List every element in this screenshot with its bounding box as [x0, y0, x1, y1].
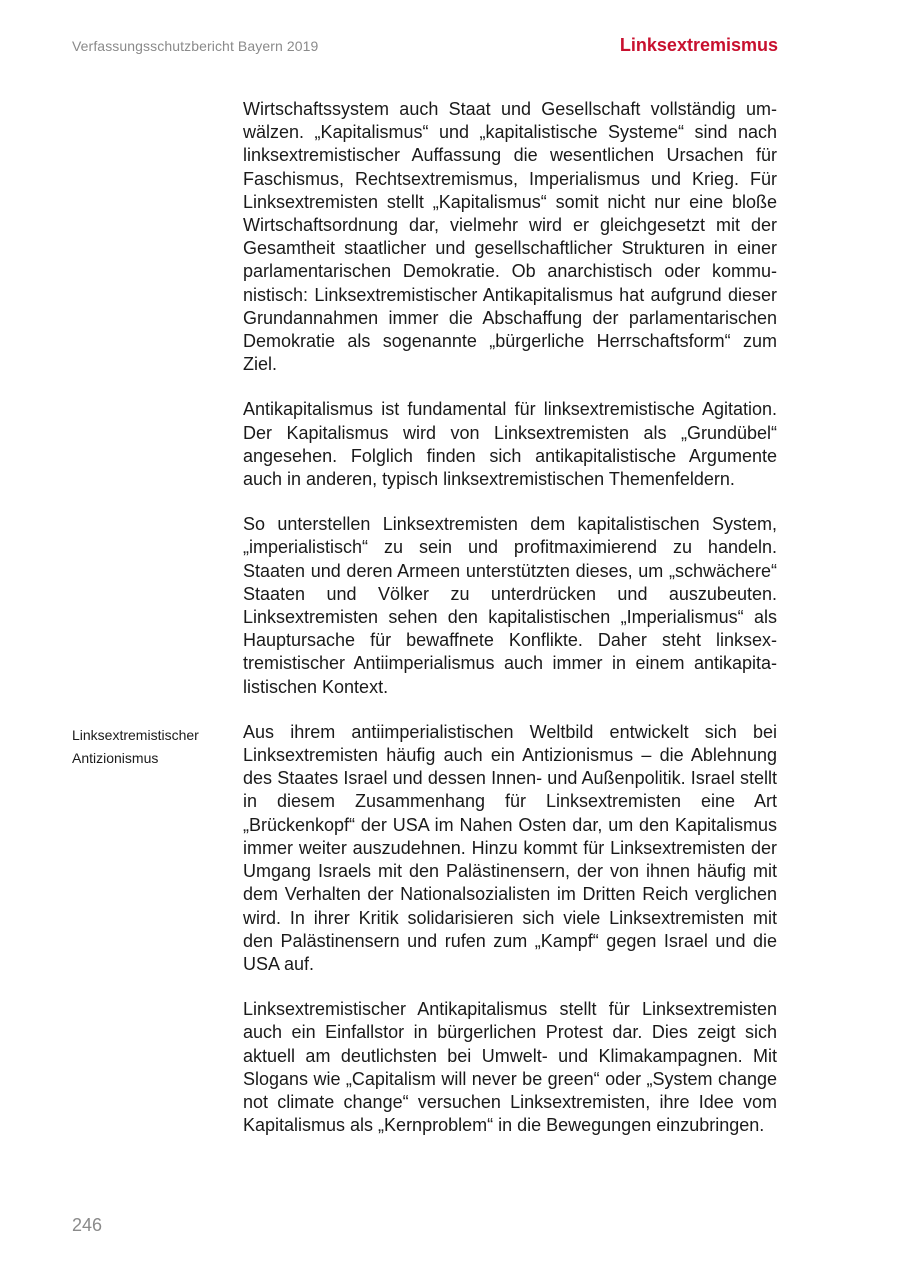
chapter-title: Linksextremismus	[619, 35, 778, 55]
report-title: Verfassungsschutzbericht Bayern 2019	[72, 38, 319, 54]
paragraph-2: Antikapitalismus ist fundamental für linksextremistische Agitation. Der Kapitalismus wird von Linksextremisten als „Grundübel“ angesehen. Folglich finden sich antikapitalistische Argumente auch in anderen, typisch linksextremistischen Themenfeldern.	[243, 399, 777, 490]
paragraph-5: Linksextremistischer Antikapitalismus stellt für Linksextremisten auch ein Einfallstor in bürgerlichen Protest dar. Dies zeigt sich aktuell am deutlichsten bei Umwelt- und Klimakampagnen. Mit Slogans wie „Capitalism will never be green“ oder „System change not climate change“ versuchen Linksextremisten, ihre Idee vom Kapitalismus als „Kernproblem“ in die Bewegungen einzubringen.	[243, 999, 777, 1136]
paragraph-row-antizionismus	[72, 721, 777, 976]
paragraph-1: Wirtschaftssystem auch Staat und Gesellschaft vollständig umwälzen. „Kapitalismus“ und „kapitalistische Systeme“ sind nach linksextremistischer Auffassung die wesentlichen Ursachen für Faschismus, Rechtsextremismus, Imperialismus und Krieg. Für Linksextremisten stellt „Kapitalismus“ somit nicht nur eine bloße Wirtschaftsordnung dar, vielmehr wird er gleichgesetzt mit der Gesamtheit staatlicher und gesellschaftlicher Strukturen in einer parlamentarischen Demokratie. Ob anarchistisch oder kommunistisch: Linksextremistischer Antikapitalismus hat aufgrund dieser Grundannahmen immer die Abschaffung der parlamentarischen Demokratie als sogenannte „bürgerliche Herrschaftsform“ zum Ziel.	[243, 99, 777, 375]
page-number: 246	[72, 1215, 103, 1235]
margin-note-line-2: Antizionismus	[72, 749, 159, 766]
paragraph-3: So unterstellen Linksextremisten dem kapitalistischen System, „imperialistisch“ zu sein und profitmaximierend zu handeln. Staaten und deren Armeen unterstützten dieses, um „schwächere“ Staaten und Völker zu unterdrücken und auszubeuten. Linksextremisten sehen den kapitalistischen „Imperialismus“ als Hauptursache für bewaffnete Konflikte. Daher steht linksextremistischer Antiimperialismus auch immer in einem antikapitalistischen Kontext.	[243, 514, 777, 697]
margin-note	[72, 724, 232, 770]
paragraph-4: Aus ihrem antiimperialistischen Weltbild entwickelt sich bei Linksextremisten häufig auch ein Antizionismus – die Ablehnung des Staates Israel und dessen Innen- und Außenpolitik. Israel stellt in diesem Zusammenhang für Linksextremisten eine Art „Brückenkopf“ der USA im Nahen Osten dar, um den Kapitalismus immer weiter auszudehnen. Hinzu kommt für Linksextremisten der Umgang Israels mit den Palästinensern, der von ihnen häufig mit dem Verhalten der Nationalsozialisten im Dritten Reich verglichen wird. In ihrer Kritik solidarisieren sich viele Linksextremisten mit den Palästinensern und rufen zum „Kampf“ gegen Israel und die USA auf.	[243, 721, 777, 974]
margin-note-line-1: Linksextremistischer	[72, 726, 199, 743]
body-text	[72, 98, 777, 1159]
